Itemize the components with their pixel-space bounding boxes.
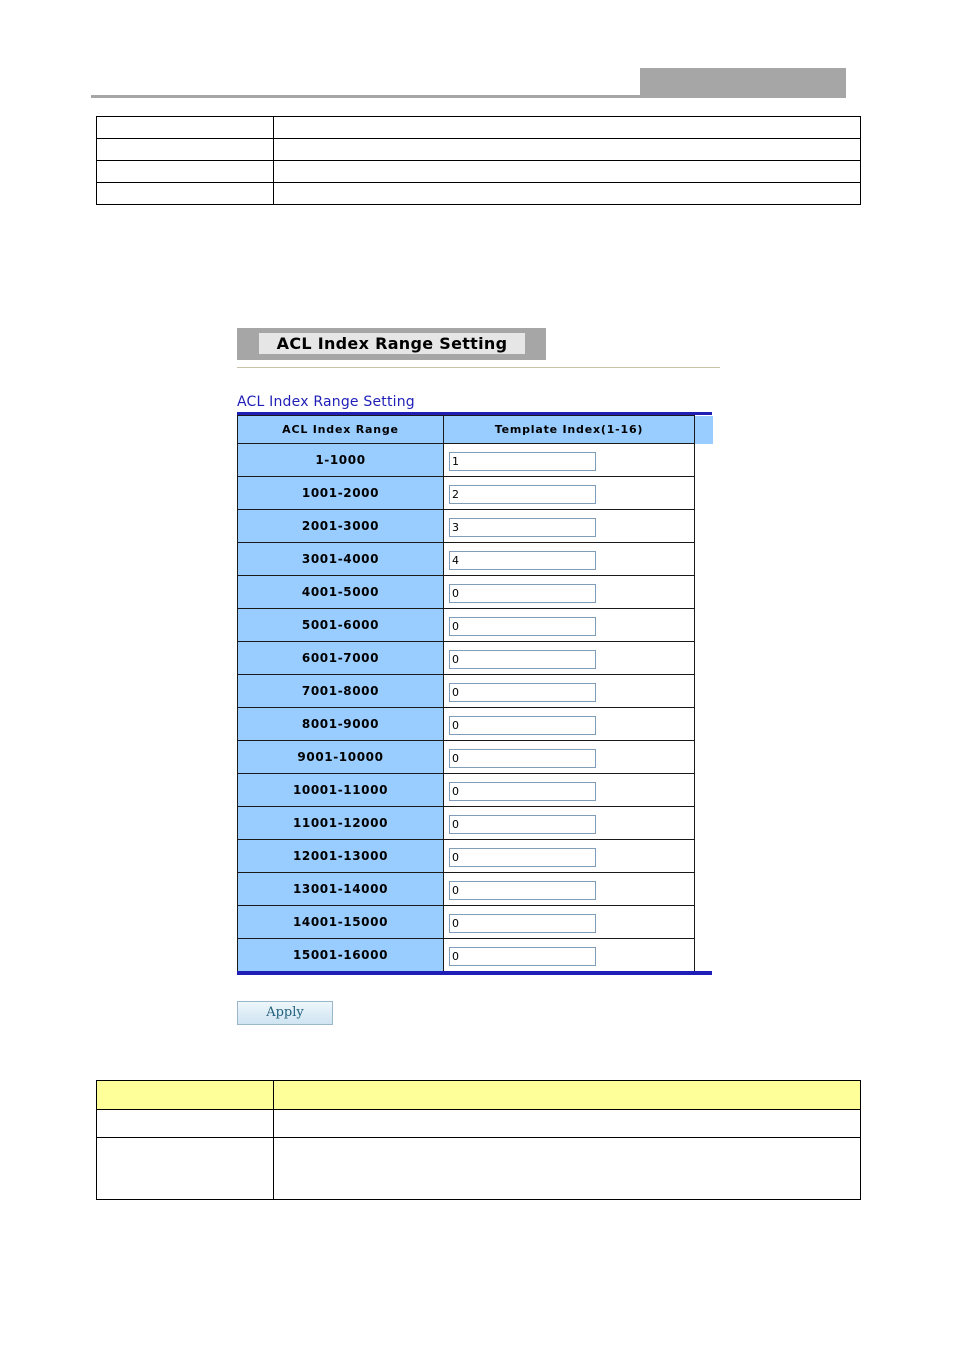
template-index-input[interactable] [449, 749, 596, 768]
template-index-input[interactable] [449, 914, 596, 933]
range-label: 15001-16000 [238, 939, 444, 972]
template-index-cell [444, 642, 695, 675]
template-index-input[interactable] [449, 518, 596, 537]
template-index-cell [444, 873, 695, 906]
template-index-input[interactable] [449, 782, 596, 801]
table-row [238, 708, 713, 741]
range-label: 2001-3000 [238, 510, 444, 543]
range-label: 4001-5000 [238, 576, 444, 609]
table-row [238, 444, 713, 477]
table-row [238, 543, 713, 576]
range-label: 3001-4000 [238, 543, 444, 576]
template-index-input[interactable] [449, 452, 596, 471]
table-row [238, 510, 713, 543]
table-row [97, 117, 861, 139]
bottom-doc-table [96, 1080, 861, 1200]
table-row [97, 161, 861, 183]
template-index-cell [444, 675, 695, 708]
template-index-input[interactable] [449, 716, 596, 735]
table-row [97, 1110, 861, 1138]
table-row [238, 906, 713, 939]
table-row [238, 741, 713, 774]
page-title: ACL Index Range Setting [259, 333, 525, 354]
template-index-input[interactable] [449, 650, 596, 669]
table-bottom-bar [237, 971, 712, 975]
template-index-cell [444, 477, 695, 510]
page-title-banner [237, 328, 546, 360]
template-index-cell [444, 774, 695, 807]
range-label: 13001-14000 [238, 873, 444, 906]
header-block [640, 68, 846, 98]
top-doc-table [96, 116, 861, 205]
table-row [238, 609, 713, 642]
template-index-input[interactable] [449, 815, 596, 834]
table-row [238, 675, 713, 708]
template-index-cell [444, 741, 695, 774]
range-label: 12001-13000 [238, 840, 444, 873]
table-row [238, 807, 713, 840]
template-index-cell [444, 708, 695, 741]
table-header-row [238, 416, 713, 444]
template-index-input[interactable] [449, 551, 596, 570]
template-index-input[interactable] [449, 485, 596, 504]
title-divider [237, 367, 720, 368]
range-label: 5001-6000 [238, 609, 444, 642]
table-row [238, 642, 713, 675]
table-row [238, 873, 713, 906]
header-rule [91, 95, 640, 98]
template-index-cell [444, 939, 695, 972]
template-index-input[interactable] [449, 947, 596, 966]
range-label: 6001-7000 [238, 642, 444, 675]
range-label: 10001-11000 [238, 774, 444, 807]
section-title: ACL Index Range Setting [237, 394, 415, 410]
template-index-input[interactable] [449, 881, 596, 900]
template-index-input[interactable] [449, 683, 596, 702]
template-index-cell [444, 444, 695, 477]
acl-range-table [237, 412, 712, 975]
table-row [97, 1138, 861, 1200]
table-header-row [97, 1081, 861, 1110]
range-label: 1001-2000 [238, 477, 444, 510]
range-label: 11001-12000 [238, 807, 444, 840]
table-row [238, 939, 713, 972]
range-label: 7001-8000 [238, 675, 444, 708]
column-header-template: Template Index(1-16) [444, 416, 695, 444]
column-header-range: ACL Index Range [238, 416, 444, 444]
template-index-input[interactable] [449, 584, 596, 603]
table-row [97, 183, 861, 205]
table-row [97, 139, 861, 161]
template-index-cell [444, 906, 695, 939]
range-label: 14001-15000 [238, 906, 444, 939]
range-label: 8001-9000 [238, 708, 444, 741]
template-index-cell [444, 609, 695, 642]
apply-button[interactable]: Apply [237, 1001, 333, 1025]
range-label: 1-1000 [238, 444, 444, 477]
table-row [238, 774, 713, 807]
template-index-input[interactable] [449, 848, 596, 867]
template-index-cell [444, 840, 695, 873]
template-index-cell [444, 510, 695, 543]
table-row [238, 477, 713, 510]
table-row [238, 840, 713, 873]
table-row [238, 576, 713, 609]
template-index-cell [444, 543, 695, 576]
template-index-input[interactable] [449, 617, 596, 636]
template-index-cell [444, 576, 695, 609]
range-label: 9001-10000 [238, 741, 444, 774]
template-index-cell [444, 807, 695, 840]
